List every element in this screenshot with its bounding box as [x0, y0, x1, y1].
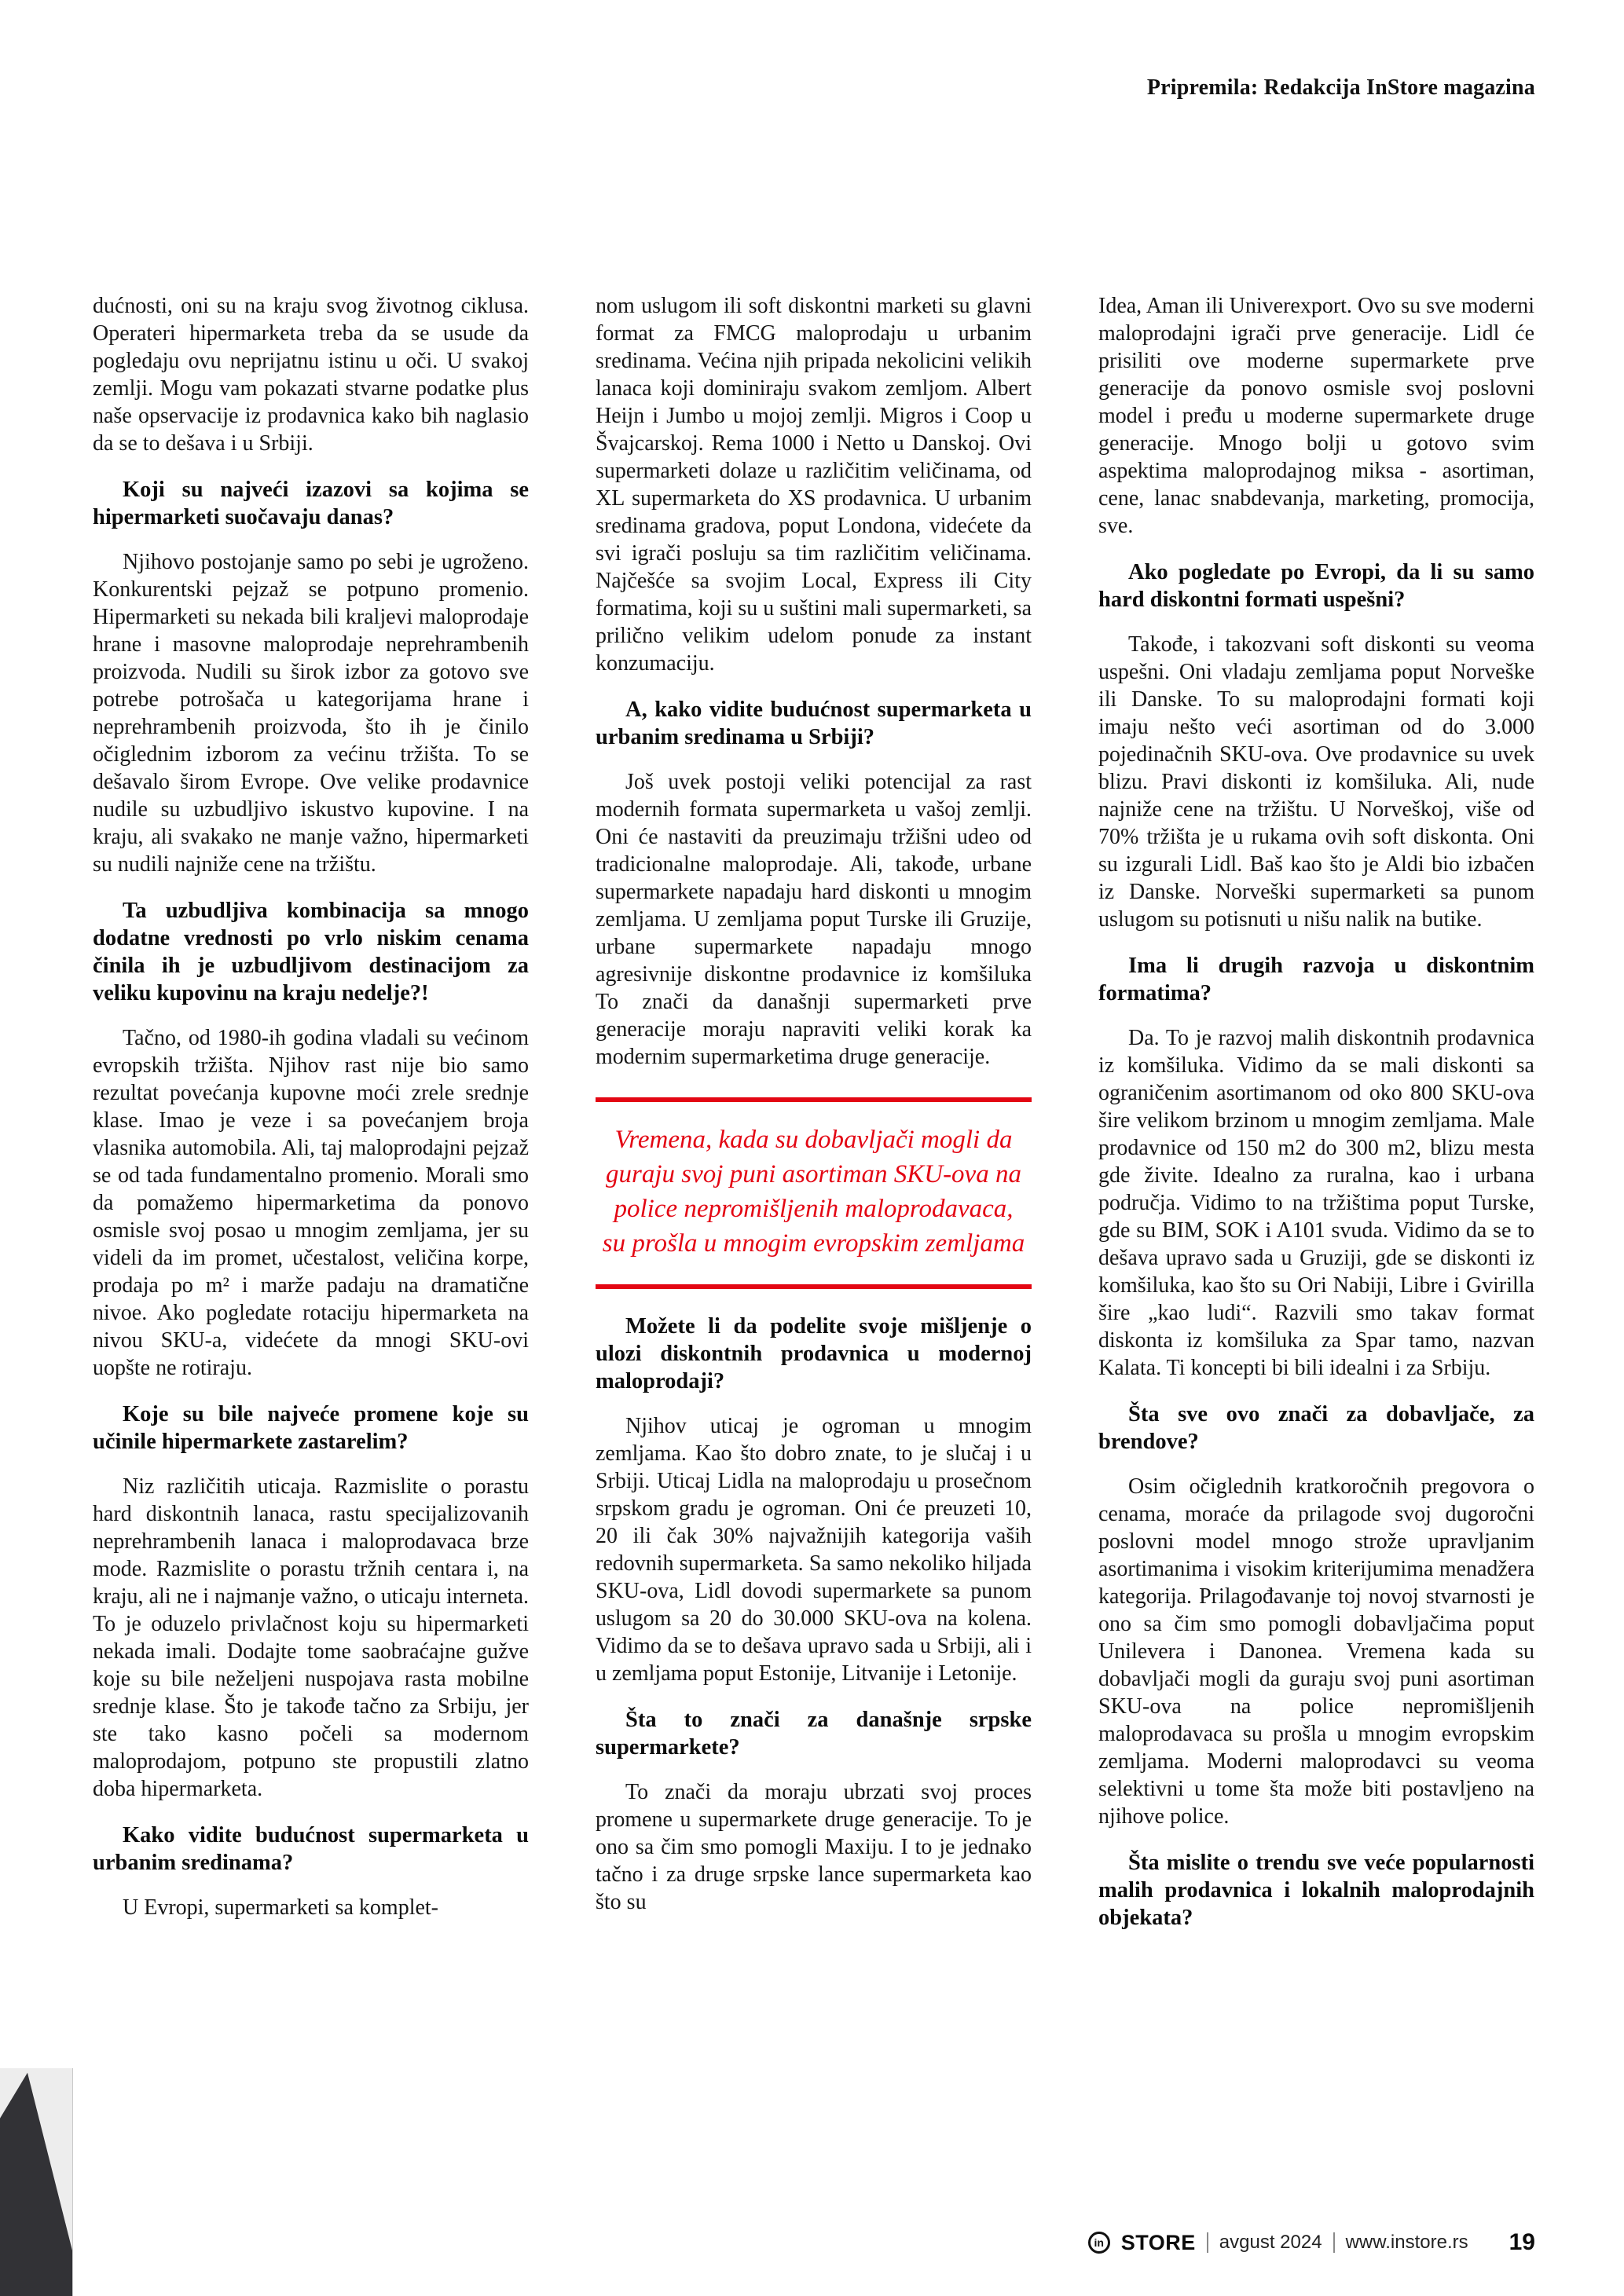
footer-separator — [1207, 2232, 1208, 2253]
article-column-2 — [596, 292, 1032, 1916]
question-heading: Šta mislite o trendu sve veće popularnosti malih prodavnica i lokalnih maloprodajnih objekata? — [1098, 1851, 1534, 1930]
question-heading: Šta sve ovo znači za dobavljače, za brendove? — [1098, 1402, 1534, 1454]
paragraph: U Evropi, supermarketi sa komplet- — [123, 1895, 439, 1920]
photo-fragment — [0, 2068, 73, 2296]
question-heading: Ima li drugih razvoja u diskontnim formatima? — [1098, 954, 1534, 1005]
pull-quote — [596, 1097, 1032, 1289]
article-column-1 — [93, 292, 529, 1921]
question-heading: Možete li da podelite svoje mišljenje o ulozi diskontnih prodavnica u modernoj maloprodaji? — [596, 1314, 1032, 1393]
paragraph: Niz različitih uticaja. Razmislite o porastu hard diskontnih lanaca, rastu specijalizovanih neprehrambenih lanaca i maloprodavaca brze mode. Razmislite o porastu tržnih centara i, na kraju, ali ne i najmanje važno, o uticaju interneta. To je oduzelo privlačnost koju su hipermarketi nekada imali. Dodajte tome saobraćajne gužve koje su bile neželjeni nuspojava rasta mobilne srednje klase. Što je takođe tačno za Srbiju, jer ste tako kasno počeli sa modernom maloprodajom, potpuno ste propustili zlatno doba hipermarketa. — [93, 1474, 529, 1801]
page-footer — [93, 2229, 1535, 2256]
question-heading: A, kako vidite budućnost supermarketa u urbanim sredinama u Srbiji? — [596, 698, 1032, 749]
paragraph: To znači da moraju ubrzati svoj proces promene u supermarkete druge generacije. To je ono sa čim smo pomogli Maxiju. I to je jednako tačno i za druge srpske lance supermarketa kao što su — [596, 1780, 1032, 1914]
instore-logo-icon: in — [1088, 2232, 1110, 2254]
paragraph: Još uvek postoji veliki potencijal za rast modernih formata supermarketa u vašoj zemlji. Oni će nastaviti da preuzimaju tržišni udeo od tradicionalne maloprodaje. Ali, takođe, urbane supermarkete napadaju hard diskonti u mnogim zemljama. U zemljama poput Turske ili Gruzije, urbane supermarkete napadaju mnogo agresivnije diskontne prodavnice iz komšiluka To znači da današnji supermarketi prve generacije moraju napraviti veliki korak ka modernim supermarketima druge generacije. — [596, 770, 1032, 1069]
red-rule-bottom — [596, 1284, 1032, 1289]
footer-page-number: 19 — [1509, 2229, 1535, 2255]
paragraph: nom uslugom ili soft diskontni marketi su glavni format za FMCG maloprodaju u urbanim sredinama. Većina njih pripada nekolicini velikih lanaca koji dominiraju svakom zemljom. Albert Heijn i Jumbo u mojoj zemlji. Migros i Coop u Švajcarskoj. Rema 1000 i Netto u Danskoj. Ovi supermarketi dolaze u različitim veličinama, od XL supermarketa do XS prodavnica. U urbanim sredinama gradova, poput Londona, videćete da svi igrači posluju sa tim različitim veličinama. Najčešće sa svojim Local, Express ili City formatima, koji su u suštini mali supermarketi, sa prilično velikim udelom ponude za instant konzumaciju. — [596, 294, 1032, 676]
paragraph: Njihovo postojanje samo po sebi je ugroženo. Konkurentski pejzaž se potpuno promenio. Hipermarketi su nekada bili kraljevi maloprodaje hrane i masovne maloprodaje neprehrambenih proizvoda. Nudili su širok izbor za gotovo sve potrebe potrošača u kategorijama hrane i neprehrambenih proizvoda, što ih je činilo očiglednim izborom za većinu tržišta. To se dešavalo širom Evrope. Ove velike prodavnice nudile su uzbudljivo iskustvo kupovine. I na kraju, ali svakako ne manje važno, hipermarketi su nudili najniže cene na tržištu. — [93, 550, 529, 877]
paragraph: Takođe, i takozvani soft diskonti su veoma uspešni. Oni vladaju zemljama poput Norveške ili Danske. To su maloprodajni formati koji imaju nešto veći asortiman od do 3.000 pojedinačnih SKU-ova. Ove prodavnice su uvek blizu. Pravi diskonti iz komšiluka. Ali, nude najniže cene na tržištu. U Norveškoj, više od 70% tržišta je u rukama ovih soft diskonta. Oni su izgurali Lidl. Baš kao što je Aldi bio izbačen iz Danske. Norveški supermarketi sa punom uslugom su potisnuti u nišu nalik na butike. — [1098, 632, 1534, 932]
paragraph: Njihov uticaj je ogroman u mnogim zemljama. Kao što dobro znate, to je slučaj i u Srbiji. Uticaj Lidla na maloprodaju u prosečnom srpskom gradu je ogroman. Oni će preuzeti 10, 20 ili čak 30% najvažnijih kategorija vaših redovnih supermarketa. Sa samo nekoliko hiljada SKU-ova, Lidl dovodi supermarkete sa punom uslugom sa 20 do 30.000 SKU-ova na kolena. Vidimo da se to dešava upravo sada u Srbiji, ali i u zemljama poput Estonije, Litvanije i Letonije. — [596, 1414, 1032, 1686]
question-heading: Koji su najveći izazovi sa kojima se hipermarketi suočavaju danas? — [93, 478, 529, 529]
paragraph: Da. To je razvoj malih diskontnih prodavnica iz komšiluka. Vidimo da se mali diskonti sa ograničenim asortimanom od oko 800 SKU-ova šire velikom brzinom u mnogim zemljama. Male prodavnice od 150 m2 do 300 m2, blizu mesta gde živite. Idealno za ruralna, kao i urbana područja. Vidimo to na tržištima poput Turske, gde su BIM, SOK i A101 svuda. Vidimo da se to dešava upravo sada u Gruziji, gde se diskonti iz komšiluka, kao što su Ori Nabiji, Libre i Gvirilla šire „kao ludi“. Razvili smo takav format diskonta iz komšiluka za Spar tamo, nazvan Kalata. Ti koncepti bi bili idealni i za Srbiju. — [1098, 1026, 1534, 1380]
paragraph: Tačno, od 1980-ih godina vladali su većinom evropskih tržišta. Njihov rast nije bio samo rezultat povećanja kupovne moći zrele srednje klase. Imao je veze i sa povećanjem broja vlasnika automobila. Ali, taj maloprodajni pejzaž se od tada fundamentalno promenio. Morali smo da pomažemo hipermarketima da ponovo osmisle svoj posao u mnogim zemljama, jer su videli da im promet, učestalost, veličina korpe, prodaja po m² i marže padaju na dramatične nivoe. Ako pogledate rotaciju hipermarketa na nivou SKU-a, videćete da mnogi SKU-ovi uopšte ne rotiraju. — [93, 1026, 529, 1380]
paragraph: Idea, Aman ili Univerexport. Ovo su sve moderni maloprodajni igrači prve generacije. Lidl će prisiliti ove moderne supermarkete prve generacije da ponovo osmisle svoj poslovni model i pređu u moderne supermarkete druge generacije. Mnogo bolji u gotovo svim aspektima maloprodajnog miksa - asortiman, cene, lanac snabdevanja, marketing, promocija, sve. — [1098, 294, 1534, 538]
footer-issue-date: avgust 2024 — [1219, 2232, 1322, 2253]
footer-website: www.instore.rs — [1345, 2232, 1468, 2253]
page-credit: Pripremila: Redakcija InStore magazina — [1146, 75, 1535, 100]
photo-dark-shape — [0, 2068, 72, 2296]
footer-brand: STORE — [1120, 2230, 1196, 2254]
paragraph: Osim očiglednih kratkoročnih pregovora o cenama, moraće da prilagode svoj dugoročni poslovni model mnogo strože upravljanim asortimanima i visokim kriterijumima menadžera kategorija. Prilagođavanje toj novoj stvarnosti je ono sa čim smo pomogli dobavljačima poput Unilevera i Danonea. Vremena kada su dobavljači mogli da guraju svoj puni asortiman SKU-ova na police nepromišljenih maloprodavaca su prošla u mnogim evropskim zemljama. Moderni maloprodavci su veoma selektivni u tome šta može biti postavljeno na njihove police. — [1098, 1474, 1534, 1829]
article-body — [93, 292, 1535, 1949]
question-heading: Ta uzbudljiva kombinacija sa mnogo dodatne vrednosti po vrlo niskim cenama činila ih je uzbudljivom destinacijom za veliku kupovinu na kraju nedelje?! — [93, 899, 529, 1005]
question-heading: Šta to znači za današnje srpske supermarkete? — [596, 1708, 1032, 1760]
question-heading: Ako pogledate po Evropi, da li su samo hard diskontni formati uspešni? — [1098, 560, 1534, 612]
question-heading: Kako vidite budućnost supermarketa u urbanim sredinama? — [93, 1823, 529, 1875]
question-heading: Koje su bile najveće promene koje su učinile hipermarkete zastarelim? — [93, 1402, 529, 1454]
article-column-3 — [1098, 292, 1534, 1949]
pull-quote-text: Vremena, kada su dobavljači mogli da guraju svoj puni asortiman SKU-ova na police nepromišljenih maloprodavaca, su prošla u mnogim evropskim zemljama — [602, 1126, 1025, 1258]
footer-separator — [1333, 2232, 1335, 2253]
paragraph: dućnosti, oni su na kraju svog životnog ciklusa. Operateri hipermarketa treba da se usude da pogledaju ovu neprijatnu istinu u oči. U svakoj zemlji. Mogu vam pokazati stvarne podatke plus naše opservacije iz prodavnica kako bih naglasio da se to dešava i u Srbiji. — [93, 294, 529, 456]
